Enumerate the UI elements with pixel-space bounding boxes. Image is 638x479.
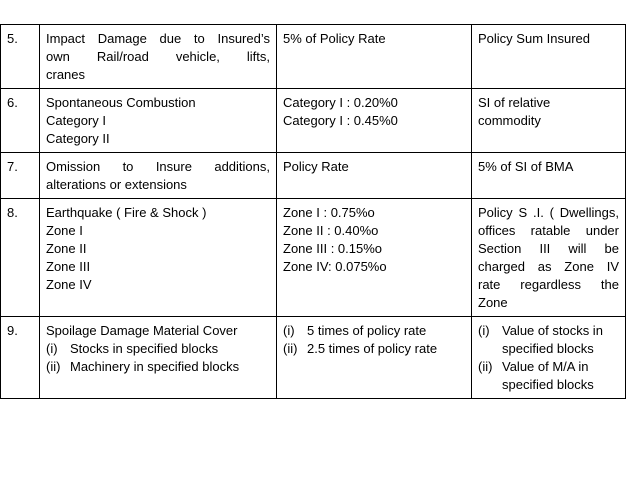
peril-line: Zone I xyxy=(46,223,83,238)
sum-insured-cell xyxy=(472,317,626,399)
table-row xyxy=(1,199,626,317)
list-marker: (i) xyxy=(46,341,58,356)
list-marker: (i) xyxy=(478,323,490,338)
rate-cell: 5% of Policy Rate xyxy=(277,25,472,89)
peril-list xyxy=(46,340,270,376)
list-marker: (ii) xyxy=(478,359,493,374)
peril-cell xyxy=(40,25,277,89)
insurance-rate-table xyxy=(0,24,626,399)
list-text: Value of M/A in specified blocks xyxy=(502,359,594,392)
sum-insured-cell: 5% of SI of BMA xyxy=(472,153,626,199)
sum-line: Section III will be xyxy=(478,241,619,256)
row-number: 6. xyxy=(1,89,40,153)
list-item xyxy=(478,358,619,394)
sum-line: Zone xyxy=(478,295,508,310)
list-item xyxy=(478,322,619,358)
sum-list xyxy=(478,322,619,394)
list-text: 2.5 times of policy rate xyxy=(307,341,438,356)
sum-line: SI of relative xyxy=(478,95,551,110)
peril-line: Spontaneous Combustion xyxy=(46,95,196,110)
peril-line: own Rail/road vehicle, lifts, xyxy=(46,49,270,64)
sum-insured-cell xyxy=(472,199,626,317)
table-row xyxy=(1,89,626,153)
sum-line: Policy S .I. ( Dwellings, xyxy=(478,205,619,220)
list-marker: (ii) xyxy=(283,341,298,356)
rate-line: Category I : 0.45%0 xyxy=(283,113,398,128)
peril-line: Category II xyxy=(46,131,110,146)
peril-line: Earthquake ( Fire & Shock ) xyxy=(46,205,207,220)
list-text: Value of stocks in specified blocks xyxy=(502,323,603,356)
peril-title: Spoilage Damage Material Cover xyxy=(46,323,238,338)
rate-cell xyxy=(277,89,472,153)
peril-line: Zone III xyxy=(46,259,91,274)
list-marker: (ii) xyxy=(46,359,61,374)
sum-insured-cell xyxy=(472,89,626,153)
peril-cell xyxy=(40,153,277,199)
rate-line: Category I : 0.20%0 xyxy=(283,95,398,110)
peril-cell xyxy=(40,199,277,317)
row-number: 5. xyxy=(1,25,40,89)
row-number: 8. xyxy=(1,199,40,317)
peril-cell xyxy=(40,89,277,153)
list-text: Machinery in specified blocks xyxy=(70,359,240,374)
sum-line: offices ratable under xyxy=(478,223,619,238)
peril-line: cranes xyxy=(46,67,86,82)
list-text: 5 times of policy rate xyxy=(307,323,427,338)
list-item xyxy=(283,322,465,340)
rate-line: Zone IV: 0.075%o xyxy=(283,259,387,274)
sum-line: commodity xyxy=(478,113,541,128)
rate-cell: Policy Rate xyxy=(277,153,472,199)
list-text: Stocks in specified blocks xyxy=(70,341,219,356)
row-number: 7. xyxy=(1,153,40,199)
peril-line: Zone IV xyxy=(46,277,92,292)
peril-line: Impact Damage due to Insured’s xyxy=(46,31,270,46)
peril-line: Zone II xyxy=(46,241,87,256)
peril-line: Omission to Insure additions, xyxy=(46,159,270,174)
list-item xyxy=(283,340,465,358)
sum-line: rate regardless the xyxy=(478,277,619,292)
rate-cell xyxy=(277,199,472,317)
list-marker: (i) xyxy=(283,323,295,338)
sum-insured-cell: Policy Sum Insured xyxy=(472,25,626,89)
rate-line: Zone II : 0.40%o xyxy=(283,223,379,238)
table-row xyxy=(1,317,626,399)
table-row xyxy=(1,25,626,89)
rate-cell xyxy=(277,317,472,399)
peril-line: Category I xyxy=(46,113,106,128)
sum-line: charged as Zone IV xyxy=(478,259,619,274)
peril-cell xyxy=(40,317,277,399)
list-item xyxy=(46,358,270,376)
row-number: 9. xyxy=(1,317,40,399)
rate-list xyxy=(283,322,465,358)
rate-line: Zone III : 0.15%o xyxy=(283,241,383,256)
peril-line: alterations or extensions xyxy=(46,177,187,192)
table-row xyxy=(1,153,626,199)
list-item xyxy=(46,340,270,358)
rate-line: Zone I : 0.75%o xyxy=(283,205,375,220)
